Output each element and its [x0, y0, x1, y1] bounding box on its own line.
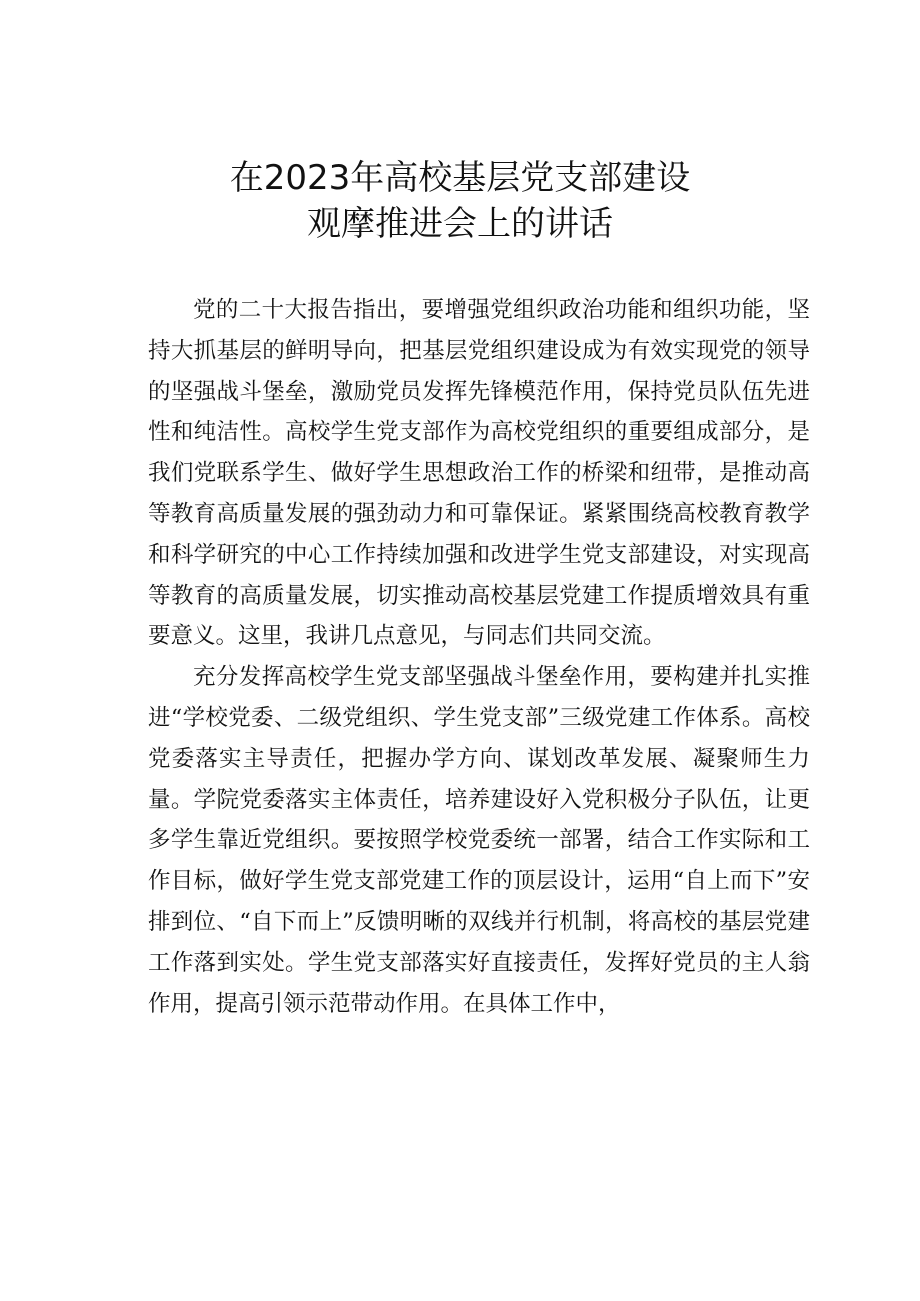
paragraph-2: 充分发挥高校学生党支部坚强战斗堡垒作用，要构建并扎实推进“学校党委、二级党组织、学生党支部”三级党建工作体系。高校党委落实主导责任，把握办学方向、谋划改革发展、凝聚师生力量。学院党委落实主体责任，培养建设好入党积极分子队伍，让更多学生靠近党组织。要按照学校党委统一部署，结合工作实际和工作目标，做好学生党支部党建工作的顶层设计，运用“自上而下”安排到位、“自下而上”反馈明晰的双线并行机制，将高校的基层党建工作落到实处。学生党支部落实好直接责任，发挥好党员的主人翁作用，提高引领示范带动作用。在具体工作中，	[148, 664, 810, 1017]
document-title	[0, 155, 920, 247]
title-line-2: 观摩推进会上的讲话	[307, 204, 613, 244]
paragraph-1: 党的二十大报告指出，要增强党组织政治功能和组织功能，坚持大抓基层的鲜明导向，把基层党组织建设成为有效实现党的领导的坚强战斗堡垒，激励党员发挥先锋模范作用，保持党员队伍先进性和纯洁性。高校学生党支部作为高校党组织的重要组成部分，是我们党联系学生、做好学生思想政治工作的桥梁和纽带，是推动高等教育高质量发展的强劲动力和可靠保证。紧紧围绕高校教育教学和科学研究的中心工作持续加强和改进学生党支部建设，对实现高等教育的高质量发展，切实推动高校基层党建工作提质增效具有重要意义。这里，我讲几点意见，与同志们共同交流。	[148, 297, 810, 650]
title-line-1: 在2023年高校基层党支部建设	[229, 158, 691, 198]
document-body	[148, 290, 810, 1024]
